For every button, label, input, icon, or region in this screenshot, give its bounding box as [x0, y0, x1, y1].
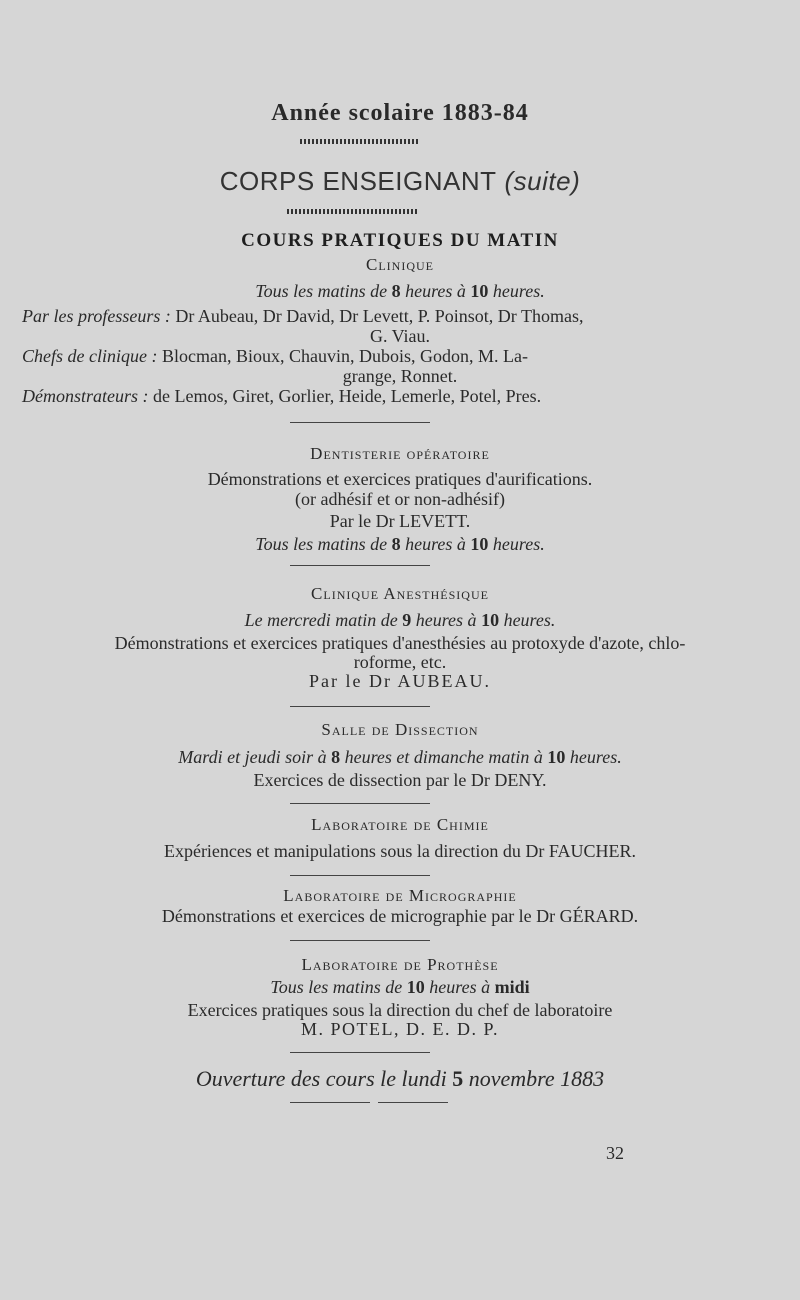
schedule-text: Le mercredi matin de — [244, 610, 398, 630]
schedule-hour: 8 — [331, 747, 341, 767]
chimie-title: Laboratoire de Chimie — [311, 815, 489, 834]
schedule-hour: 9 — [402, 610, 412, 630]
professeurs-line-2: G. Viau. — [369, 326, 431, 346]
professeurs-line — [22, 306, 583, 327]
prothese-line-1: Exercices pratiques sous la direction du chef de laboratoire — [187, 1000, 613, 1020]
dentisterie-line-3: Par le Dr LEVETT. — [329, 511, 471, 531]
anesthesique-schedule — [0, 610, 800, 631]
chefs-line-2: grange, Ronnet. — [342, 366, 458, 386]
clinique-schedule — [0, 281, 800, 302]
professeurs-names: Dr Aubeau, Dr David, Dr Levett, P. Poinsot, Dr Thomas, — [175, 306, 584, 326]
prothese-line-2: M. POTEL, D. E. D. P. — [300, 1019, 499, 1039]
cours-matin-title: COURS PRATIQUES DU MATIN — [241, 230, 559, 251]
ouverture-day: 5 — [452, 1066, 464, 1091]
schedule-hour: 10 — [481, 610, 500, 630]
chefs-label: Chefs de clinique : — [22, 346, 158, 366]
schedule-text: heures à — [415, 610, 477, 630]
schedule-hour: 8 — [391, 281, 401, 301]
schedule-hour: 10 — [470, 534, 489, 554]
dentisterie-schedule — [0, 534, 800, 555]
dissection-title: Salle de Dissection — [321, 720, 479, 739]
schedule-hour: 10 — [406, 977, 425, 997]
divider — [290, 422, 430, 423]
prothese-title: Laboratoire de Prothèse — [301, 955, 499, 974]
ouverture-line — [0, 1066, 800, 1092]
demonstrateurs-names: de Lemos, Giret, Gorlier, Heide, Lemerle, Potel, Pres. — [153, 386, 542, 406]
schedule-text: Tous les matins de — [255, 534, 388, 554]
chimie-line-1: Expériences et manipulations sous la direction du Dr FAUCHER. — [163, 841, 637, 861]
schedule-text: heures à — [405, 534, 466, 554]
anesthesique-line-1: Démonstrations et exercices pratiques d'anesthésies au protoxyde d'azote, chlo- — [114, 633, 686, 653]
ouverture-date: novembre 1883 — [468, 1066, 605, 1091]
micrographie-line-1: Démonstrations et exercices de micrographie par le Dr GÉRARD. — [161, 906, 639, 926]
chefs-names: Blocman, Bioux, Chauvin, Dubois, Godon, M. La- — [161, 346, 528, 366]
section-title-line — [0, 166, 800, 197]
section-title: CORPS ENSEIGNANT — [219, 166, 497, 196]
page-number: 32 — [606, 1143, 624, 1163]
clinique-subtitle: Clinique — [366, 255, 434, 274]
wavy-divider — [287, 209, 417, 214]
divider — [290, 1102, 370, 1103]
dentisterie-line-1: Démonstrations et exercices pratiques d'aurifications. — [207, 469, 593, 489]
schedule-text: heures. — [569, 747, 622, 767]
ouverture-text: Ouverture des cours le lundi — [195, 1066, 447, 1091]
schedule-text: heures. — [492, 534, 545, 554]
divider — [290, 706, 430, 707]
schedule-text: heures à — [405, 281, 466, 301]
schedule-text: Tous les matins de — [270, 977, 403, 997]
dentisterie-line-2: (or adhésif et or non-adhésif) — [295, 489, 505, 509]
divider — [290, 875, 430, 876]
schedule-text: heures et dimanche matin à — [344, 747, 543, 767]
demonstrateurs-label: Démonstrateurs : — [22, 386, 149, 406]
divider — [378, 1102, 448, 1103]
dissection-schedule — [0, 747, 800, 768]
schedule-text: Tous les matins de — [255, 281, 388, 301]
divider — [290, 940, 430, 941]
schedule-text: heures à — [429, 977, 491, 997]
divider — [290, 803, 430, 804]
divider — [290, 1052, 430, 1053]
schedule-text: heures. — [503, 610, 556, 630]
micrographie-title: Laboratoire de Micrographie — [283, 886, 517, 905]
schedule-hour: 10 — [470, 281, 489, 301]
year-title: Année scolaire 1883-84 — [271, 100, 529, 126]
demonstrateurs-line — [22, 386, 541, 407]
anesthesique-line-3: Par le Dr AUBEAU. — [309, 671, 491, 691]
schedule-hour: 8 — [391, 534, 401, 554]
anesthesique-line-2: roforme, etc. — [353, 652, 447, 672]
schedule-midi: midi — [494, 977, 530, 997]
chefs-line — [22, 346, 528, 367]
schedule-text: heures. — [492, 281, 545, 301]
prothese-schedule — [0, 977, 800, 998]
schedule-text: Mardi et jeudi soir à — [178, 747, 327, 767]
wavy-divider — [300, 139, 420, 144]
schedule-hour: 10 — [547, 747, 566, 767]
dissection-line-1: Exercices de dissection par le Dr DENY. — [253, 770, 547, 790]
anesthesique-title: Clinique Anesthésique — [311, 584, 489, 603]
section-suffix: (suite) — [504, 166, 581, 196]
professeurs-label: Par les professeurs : — [22, 306, 171, 326]
dentisterie-title: Dentisterie opératoire — [310, 444, 490, 463]
divider — [290, 565, 430, 566]
